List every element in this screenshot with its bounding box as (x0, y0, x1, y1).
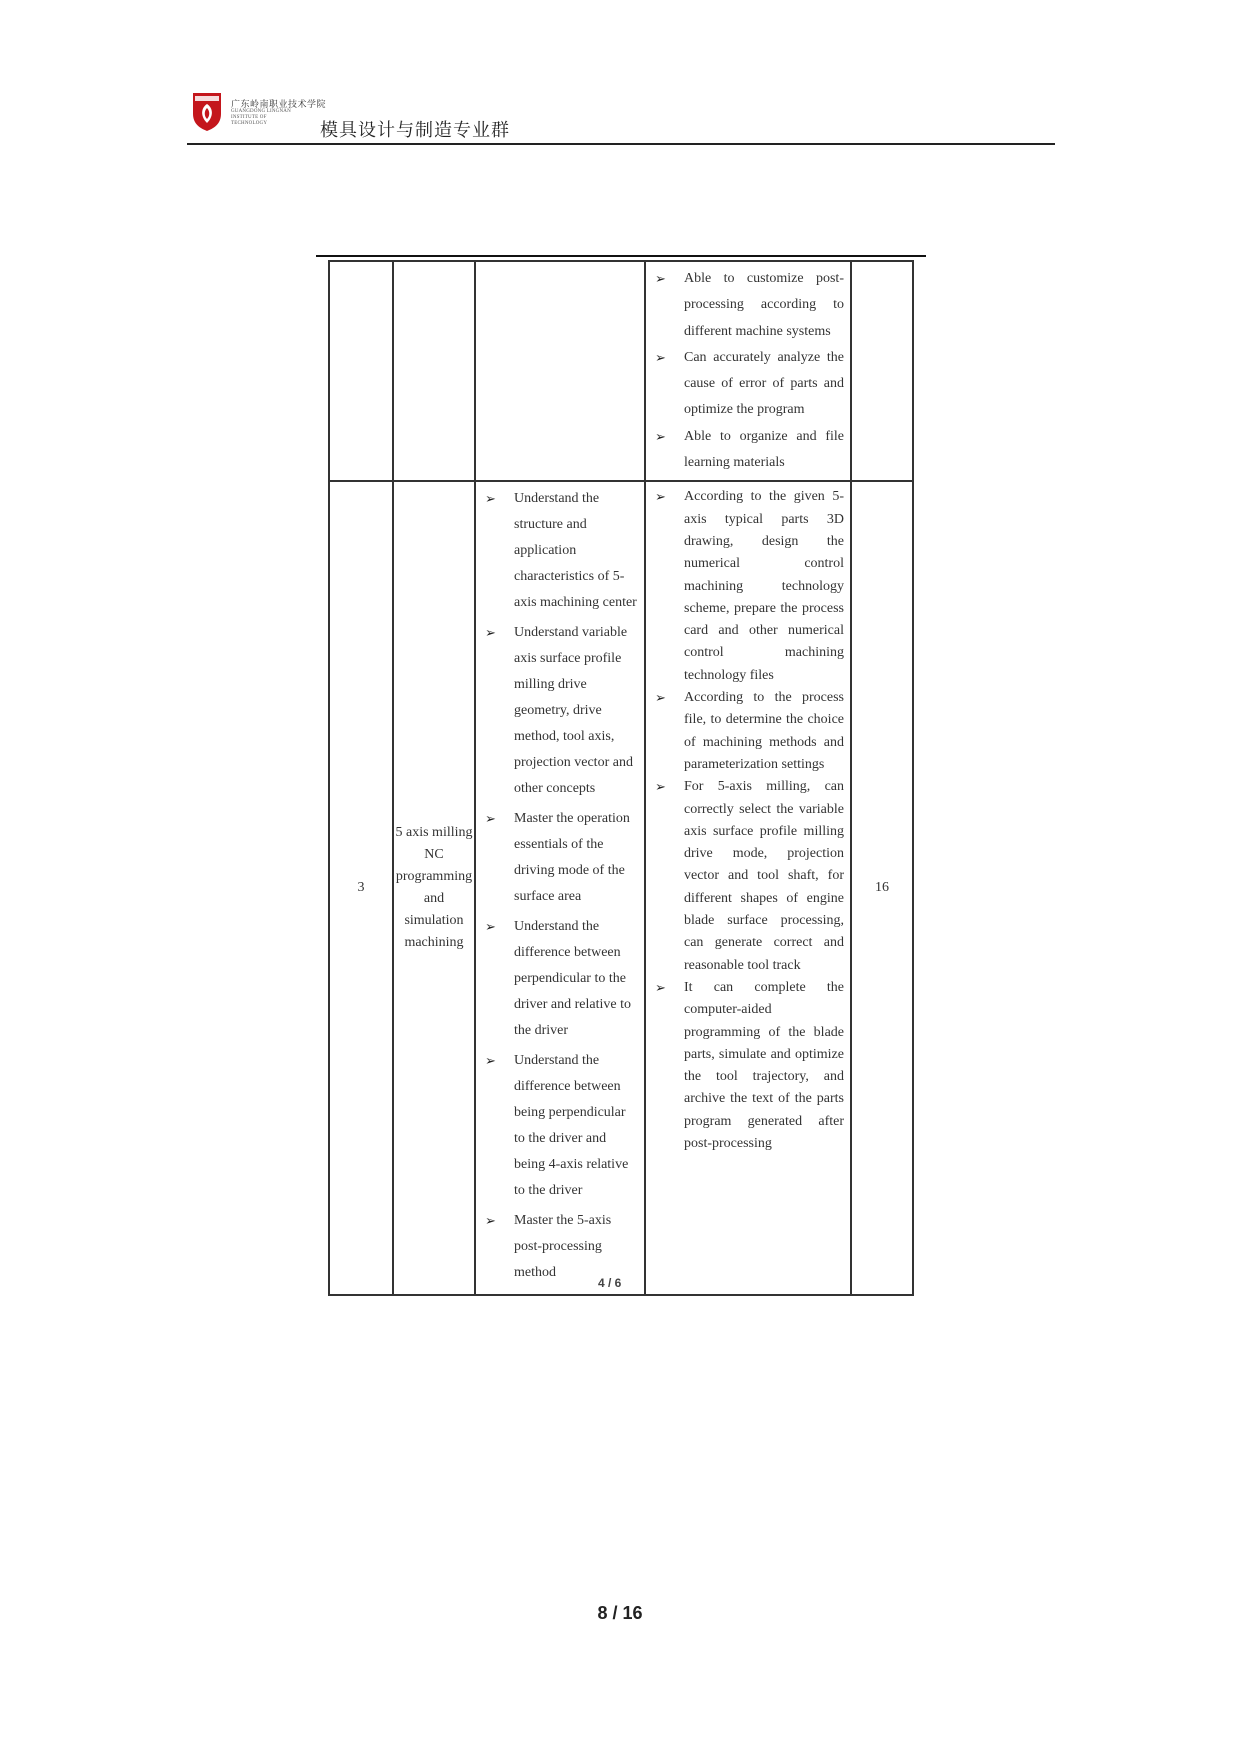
school-name-en: GUANGDONG LINGNAN INSTITUTE OF TECHNOLOGY (231, 109, 291, 126)
list-item-text: According to the given 5-axis typical parts 3D drawing, design the numerical control machining technology scheme, prepare the process card and other numerical control machining technology files (684, 489, 844, 683)
scan-page-number: 4 / 6 (598, 1276, 622, 1290)
list-item-text: Master the operation essentials of the driving mode of the surface area (514, 811, 630, 905)
list-item (476, 806, 638, 910)
bullet-arrow-icon: ➢ (655, 271, 666, 286)
list-item (646, 266, 844, 345)
list-item (476, 1048, 638, 1204)
header-rule (187, 143, 1055, 145)
list-item (646, 687, 844, 776)
row-number: 3 (329, 481, 393, 1295)
page-number: 8 / 16 (597, 1603, 643, 1623)
bullet-arrow-icon: ➢ (655, 428, 666, 444)
list-item-text: Understand the difference between being perpendicular to the driver and being 4-axis relative to the driver (514, 1053, 629, 1199)
knowledge-list (476, 482, 644, 1294)
table-row (329, 261, 913, 481)
bullet-arrow-icon: ➢ (485, 625, 496, 641)
school-emblem-icon (192, 92, 222, 132)
list-item-text: For 5-axis milling, can correctly select the variable axis surface profile milling drive mode, projection vector and tool shaft, for different shapes of engine blade surface processing, can generate correct and reasonable tool track (684, 779, 844, 973)
list-item-text: Can accurately analyze the cause of error of parts and optimize the program (684, 349, 844, 418)
skills-list (646, 262, 850, 480)
bullet-arrow-icon: ➢ (655, 349, 666, 365)
list-item (476, 486, 638, 616)
scan-top-rule (316, 255, 926, 257)
bullet-arrow-icon: ➢ (485, 811, 496, 827)
course-table (328, 260, 914, 1296)
knowledge-cell (475, 261, 645, 481)
hours-cell (851, 261, 913, 481)
skills-cell (645, 261, 851, 481)
list-item-text: It can complete the computer-aided programming of the blade parts, simulate and optimize the tool trajectory, and archive the text of the parts program generated after post-processing (684, 979, 844, 1151)
list-item (646, 776, 844, 977)
bullet-arrow-icon: ➢ (655, 979, 666, 995)
list-item-text: Understand variable axis surface profile milling drive geometry, drive method, tool axis, projection vector and other concepts (514, 625, 633, 797)
list-item-text: Understand the difference between perpendicular to the driver and relative to the driver (514, 919, 632, 1039)
list-item (646, 977, 844, 1155)
course-name: 5 axis milling NC programming and simulation machining (393, 481, 475, 1295)
bullet-arrow-icon: ➢ (655, 779, 666, 795)
bullet-arrow-icon: ➢ (655, 489, 666, 505)
bullet-arrow-icon: ➢ (485, 1213, 496, 1229)
list-item (476, 620, 638, 802)
list-item-text: According to the process file, to determine the choice of machining methods and parameterization settings (684, 690, 844, 772)
skills-list (646, 482, 850, 1159)
hours-cell: 16 (851, 481, 913, 1295)
list-item (476, 1208, 638, 1286)
list-item (646, 345, 844, 424)
bullet-arrow-icon: ➢ (485, 1053, 496, 1069)
school-name-cn: 广东岭南职业技术学院 (231, 100, 327, 110)
knowledge-cell (475, 481, 645, 1295)
skills-cell (645, 481, 851, 1295)
row-number (329, 261, 393, 481)
list-item-text: Master the 5-axis post-processing method (514, 1213, 612, 1281)
page-heading: 模具设计与制造专业群 (320, 120, 510, 141)
list-item-text: Able to organize and file learning materials (684, 428, 844, 471)
bullet-arrow-icon: ➢ (655, 690, 666, 706)
course-name (393, 261, 475, 481)
bullet-arrow-icon: ➢ (485, 919, 496, 935)
list-item (476, 914, 638, 1044)
list-item (646, 424, 844, 477)
table-row (329, 481, 913, 1295)
list-item-text: Understand the structure and application characteristics of 5-axis machining center (514, 491, 637, 611)
list-item (646, 486, 844, 687)
list-item-text: Able to customize post-processing according to different machine systems (684, 271, 844, 339)
bullet-arrow-icon: ➢ (485, 491, 496, 507)
